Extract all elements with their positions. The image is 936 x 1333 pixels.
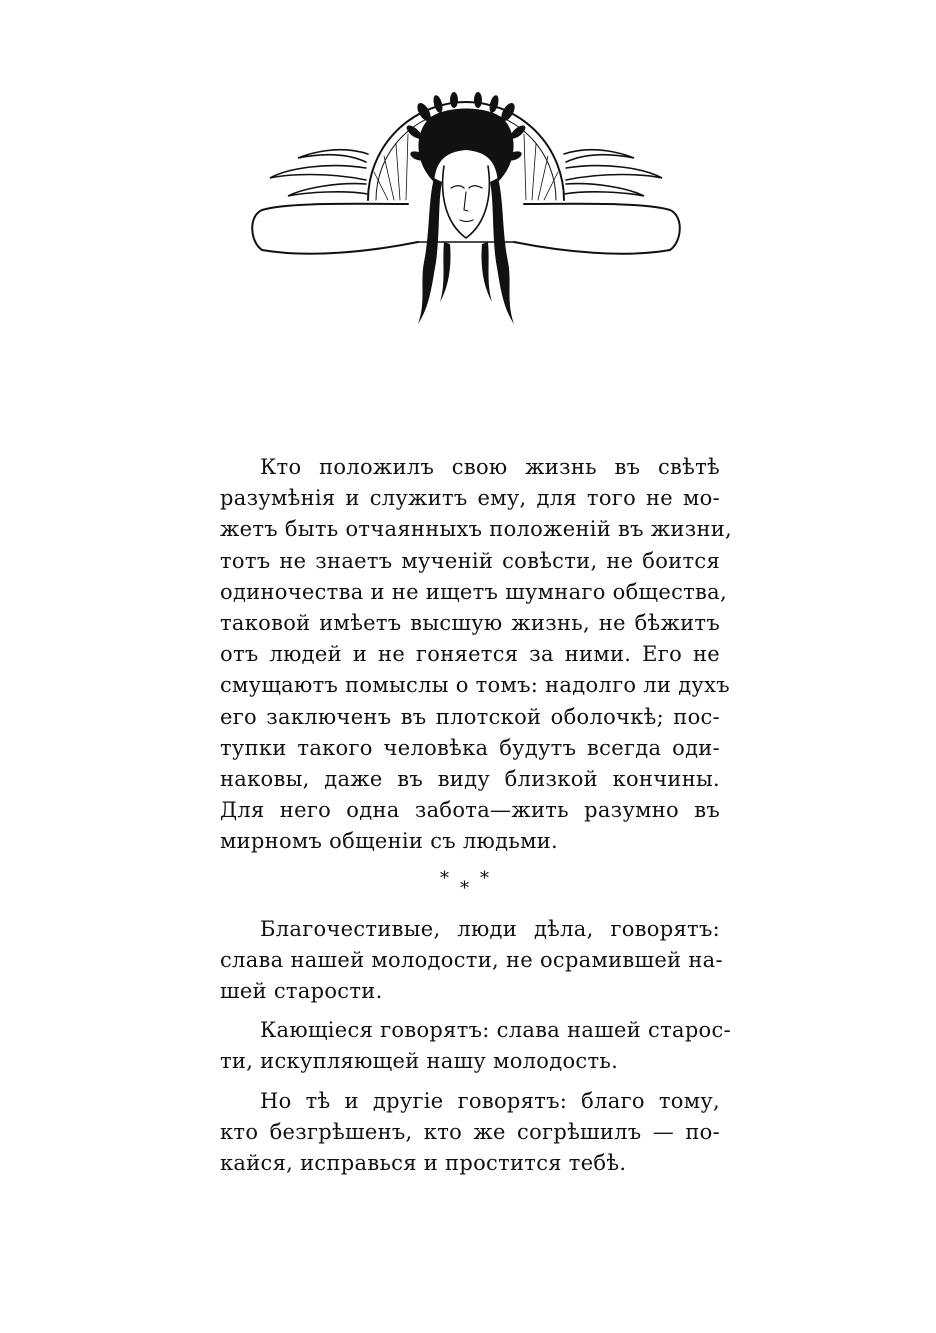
text-line: жетъ быть отчаянныхъ положенiй въ жизни, [220,517,733,542]
text-line: ти, искупляющей нашу молодость. [220,1049,619,1074]
asterisk: * [480,867,489,889]
text-line: отъ людей и не гоняется за ними. Его не [220,642,720,667]
text-line: шей старости. [220,979,383,1004]
text-line: его заключенъ въ плотской оболочкѣ; пос- [220,704,720,729]
text-line: Но тѣ и другiе говорятъ: благо тому, [260,1088,720,1113]
art-nouveau-woman-head-vignette [248,92,684,332]
text-line: Кающiеся говорятъ: слава нашей старос- [260,1018,731,1043]
paragraph-2 [220,914,723,1008]
text-line: разумѣнія и служитъ ему, для того не мо- [220,486,720,511]
paragraph-1 [220,452,733,858]
asterism-separator [220,858,720,914]
paragraph-4 [220,1086,720,1180]
asterisk: * [440,867,449,889]
text-line: слава нашей молодости, не осрамившей на- [220,947,723,972]
text-line: кайся, исправься и простится тебѣ. [220,1151,627,1176]
text-block [220,452,733,1179]
text-line: таковой имѣетъ высшую жизнь, не бѣжитъ [220,611,720,636]
text-line: Благочестивые, люди дѣла, говорятъ: [260,916,720,941]
text-line: тупки такого человѣка будутъ всегда оди- [220,735,720,760]
text-line: смущаютъ помыслы о томъ: надолго ли духъ [220,673,730,698]
text-line: одиночества и не ищетъ шумнаго общества, [220,579,727,604]
text-line: Кто положилъ свою жизнь въ свѣтѣ [260,455,720,479]
text-line: мирномъ общенiи съ людьми. [220,829,558,854]
text-line: наковы, даже въ виду близкой кончины. [220,767,720,792]
text-line: кто безгрѣшенъ, кто же согрѣшилъ — по- [220,1119,720,1144]
paragraph-3 [220,1015,731,1077]
text-line: тотъ не знаетъ мученiй совѣсти, не боится [220,548,720,573]
text-line: Для него одна забота—жить разумно въ [220,798,720,823]
asterisk: * [460,877,469,899]
